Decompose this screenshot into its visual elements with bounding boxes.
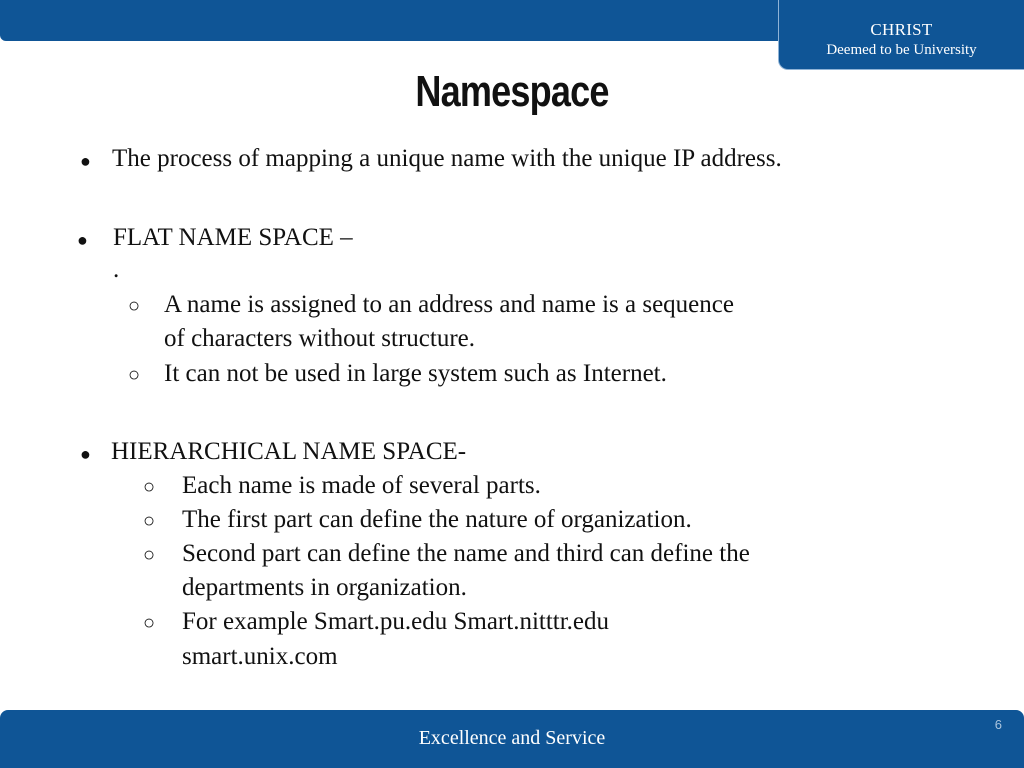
flat-item-1-line-1: A name is assigned to an address and name is a sequence [164, 291, 734, 318]
sub-bullet-marker: ○ [143, 612, 156, 634]
sub-bullet-marker: ○ [143, 476, 156, 498]
hier-item-4-line-1: For example Smart.pu.edu Smart.nitttr.edu [182, 608, 610, 635]
hier-item-3-line-2: departments in organization. [182, 574, 467, 601]
sub-bullet-marker: ○ [143, 510, 156, 532]
sub-bullet-marker: ○ [128, 364, 141, 386]
footer-motto: Excellence and Service [418, 727, 606, 749]
university-logo-tab [778, 0, 1024, 70]
flat-item-2-line-1: It can not be used in large system such as Internet. [164, 360, 667, 387]
intro-text: The process of mapping a unique name with the unique IP address. [112, 145, 782, 172]
slide-title: Namespace [415, 67, 609, 116]
bullet-marker: ● [80, 444, 91, 464]
logo-sub-text: Deemed to be University [826, 42, 977, 58]
page-number: 6 [994, 717, 1002, 732]
logo-main-text: CHRIST [870, 20, 933, 39]
sub-bullet-marker: ○ [143, 544, 156, 566]
flat-heading: FLAT NAME SPACE – [113, 224, 353, 251]
hier-heading: HIERARCHICAL NAME SPACE- [111, 438, 467, 465]
bullet-marker: ● [80, 151, 91, 171]
bullet-marker: ● [77, 230, 88, 250]
hier-item-1: Each name is made of several parts. [182, 472, 541, 499]
flat-dot: . [113, 256, 120, 283]
hier-item-3-line-1: Second part can define the name and third can define the [182, 540, 750, 567]
sub-bullet-marker: ○ [128, 295, 141, 317]
hier-item-4-line-2: smart.unix.com [182, 643, 338, 670]
flat-item-1-line-2: of characters without structure. [164, 325, 475, 352]
hier-item-2: The first part can define the nature of organization. [182, 506, 692, 533]
